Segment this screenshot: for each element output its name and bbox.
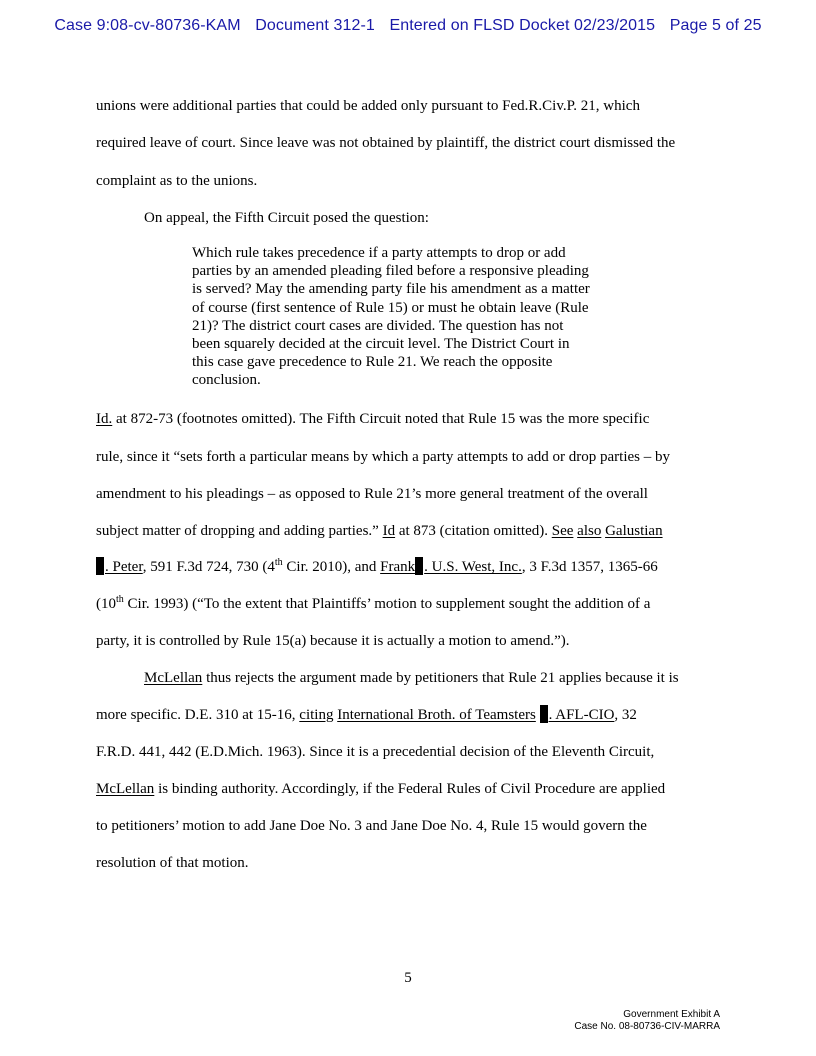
header-document: Document 312-1	[255, 17, 375, 34]
body-line: McLellan thus rejects the argument made by petitioners that Rule 21 applies because it is	[144, 670, 679, 686]
body-line: McLellan is binding authority. Accordingly, if the Federal Rules of Civil Procedure are applied	[96, 781, 666, 797]
redaction-block	[540, 705, 548, 723]
case-name-mclellan: McLellan	[96, 781, 155, 797]
body-line: On appeal, the Fifth Circuit posed the question:	[144, 210, 429, 226]
body-line: (10th Cir. 1993) (“To the extent that Plaintiffs’ motion to supplement sought the addition of a	[96, 594, 651, 612]
header-case: Case 9:08-cv-80736-KAM	[54, 17, 241, 34]
quote-line: parties by an amended pleading filed before a responsive pleading	[192, 263, 589, 280]
case-name-us-west: . U.S. West, Inc.	[424, 559, 522, 575]
header-entered: Entered on FLSD Docket 02/23/2015	[389, 17, 656, 34]
footer-case-no: Case No. 08-80736-CIV-MARRA	[574, 1021, 720, 1032]
body-line: unions were additional parties that could be added only pursuant to Fed.R.Civ.P. 21, which	[96, 98, 640, 114]
body-line: resolution of that motion.	[96, 855, 249, 871]
signal-citing: citing	[299, 707, 334, 723]
header-page: Page 5 of 25	[669, 17, 762, 34]
quote-line: is served? May the amending party file his amendment as a matter	[192, 281, 590, 298]
body-line: more specific. D.E. 310 at 15-16, citing International Broth. of Teamsters . AFL-CIO, 32	[96, 707, 637, 723]
redaction-block	[96, 557, 104, 575]
quote-line: of course (first sentence of Rule 15) or must he obtain leave (Rule	[192, 299, 589, 316]
body-line: to petitioners’ motion to add Jane Doe No. 3 and Jane Doe No. 4, Rule 15 would govern the	[96, 818, 647, 834]
signal-also: also	[577, 523, 602, 539]
redaction-block	[415, 557, 423, 575]
case-name-teamsters: International Broth. of Teamsters	[337, 707, 536, 723]
quote-line: this case gave precedence to Rule 21. We reach the opposite	[192, 354, 553, 371]
quote-line: Which rule takes precedence if a party attempts to drop or add	[192, 245, 566, 261]
exhibit-footer	[574, 1009, 720, 1033]
quote-line: 21)? The district court cases are divided. The question has not	[192, 317, 564, 334]
docket-header	[0, 17, 816, 35]
body-line: F.R.D. 441, 442 (E.D.Mich. 1963). Since it is a precedential decision of the Eleventh Circuit,	[96, 744, 655, 760]
body-line: amendment to his pleadings – as opposed to Rule 21’s more general treatment of the overall	[96, 486, 648, 502]
case-name-galustian: Galustian	[605, 523, 663, 539]
case-name-frank: Frank	[380, 559, 416, 575]
case-name-afl-cio: . AFL-CIO	[548, 707, 615, 723]
quote-line: conclusion.	[192, 372, 261, 389]
quote-line: been squarely decided at the circuit level. The District Court in	[192, 336, 570, 353]
footer-exhibit: Government Exhibit A	[623, 1009, 720, 1020]
body-line: required leave of court. Since leave was not obtained by plaintiff, the district court dismissed the	[96, 135, 676, 151]
block-quote	[192, 244, 632, 390]
body-line: rule, since it “sets forth a particular means by which a party attempts to add or drop parties – by	[96, 449, 670, 465]
page-number: 5	[404, 970, 412, 986]
citation-id: Id	[382, 523, 396, 539]
case-name-mclellan: McLellan	[144, 670, 203, 686]
case-name-peter: . Peter	[105, 559, 143, 575]
body-line: subject matter of dropping and adding parties.” Id at 873 (citation omitted). See also Galustian	[96, 523, 663, 539]
body-line: complaint as to the unions.	[96, 173, 258, 189]
citation-id: Id.	[96, 411, 113, 427]
body-line: Id. at 872-73 (footnotes omitted). The Fifth Circuit noted that Rule 15 was the more specific	[96, 411, 650, 427]
signal-see: See	[551, 523, 574, 539]
body-line: party, it is controlled by Rule 15(a) because it is actually a motion to amend.”).	[96, 633, 570, 649]
body-line: . Peter, 591 F.3d 724, 730 (4th Cir. 2010), and Frank . U.S. West, Inc., 3 F.3d 1357, 1365-66	[96, 557, 736, 577]
